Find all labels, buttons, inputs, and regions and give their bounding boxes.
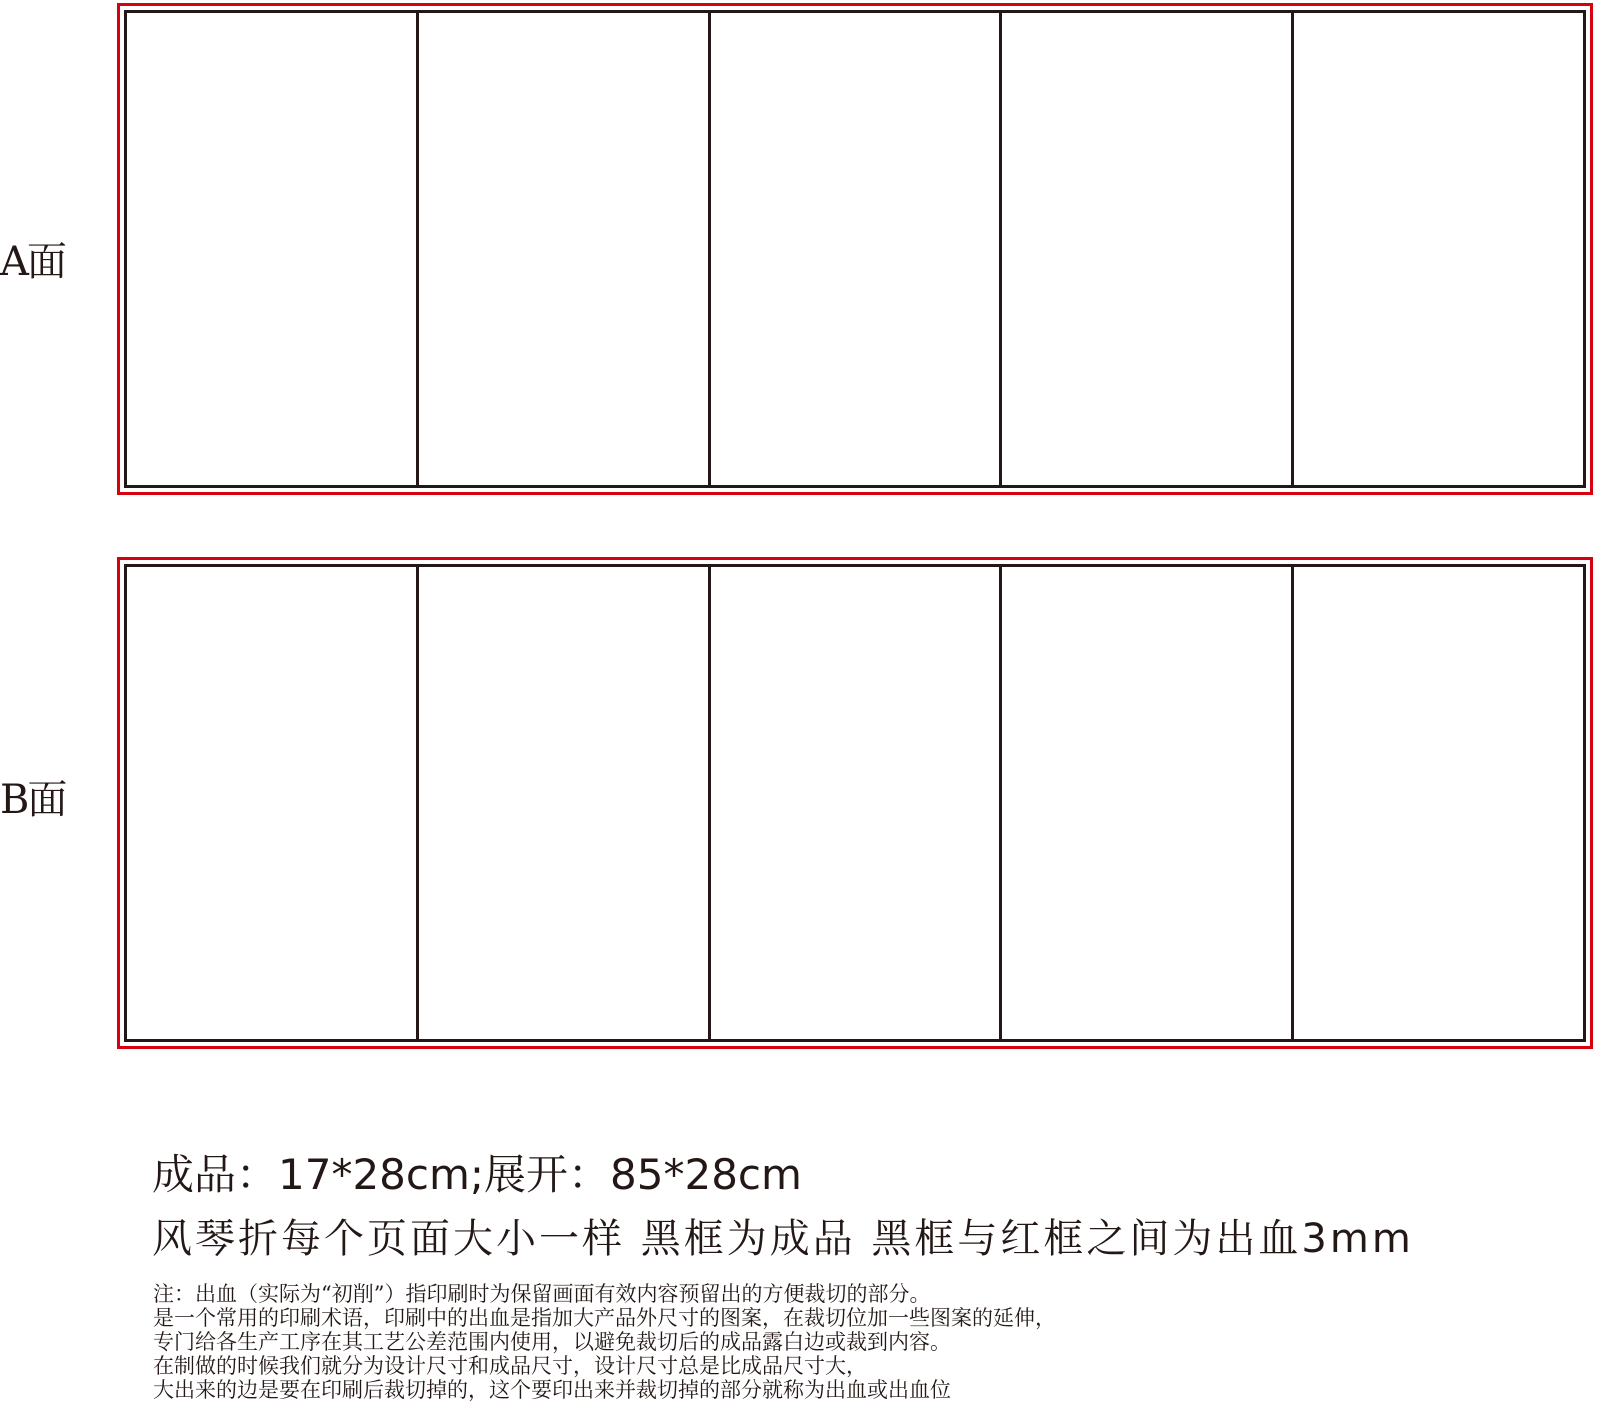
side-a-panel-5 <box>1294 13 1583 485</box>
side-b-trim-frame <box>124 564 1586 1042</box>
side-b-panel-1 <box>127 567 419 1039</box>
side-a-bleed-frame <box>117 3 1593 495</box>
note-line: 是一个常用的印刷术语，印刷中的出血是指加大产品外尺寸的图案，在裁切位加一些图案的延伸， <box>153 1306 1056 1330</box>
note-line: 专门给各生产工序在其工艺公差范围内使用，以避免裁切后的成品露白边或裁到内容。 <box>153 1330 951 1354</box>
side-b-panel-3 <box>711 567 1003 1039</box>
note-line: 大出来的边是要在印刷后裁切掉的，这个要印出来并裁切掉的部分就称为出血或出血位 <box>153 1378 951 1402</box>
side-b-label: B面 <box>0 777 66 823</box>
side-b-panel-5 <box>1294 567 1583 1039</box>
side-a-panel-2 <box>419 13 711 485</box>
side-b-panel-4 <box>1002 567 1294 1039</box>
side-a-panel-1 <box>127 13 419 485</box>
fold-description: 风琴折每个页面大小一样 黑框为成品 黑框与红框之间为出血3mm <box>152 1216 1414 1262</box>
side-a-trim-frame <box>124 10 1586 488</box>
note-line: 在制做的时候我们就分为设计尺寸和成品尺寸，设计尺寸总是比成品尺寸大， <box>153 1354 867 1378</box>
side-b-bleed-frame <box>117 557 1593 1049</box>
side-b-panel-2 <box>419 567 711 1039</box>
side-a-panel-3 <box>711 13 1003 485</box>
side-a-panel-4 <box>1002 13 1294 485</box>
finished-size-spec: 成品：17*28cm;展开：85*28cm <box>152 1150 802 1199</box>
bleed-notes <box>153 1282 1056 1402</box>
side-a-label: A面 <box>0 239 65 285</box>
note-line: 注：出血（实际为“初削”）指印刷时为保留画面有效内容预留出的方便裁切的部分。 <box>153 1282 931 1306</box>
